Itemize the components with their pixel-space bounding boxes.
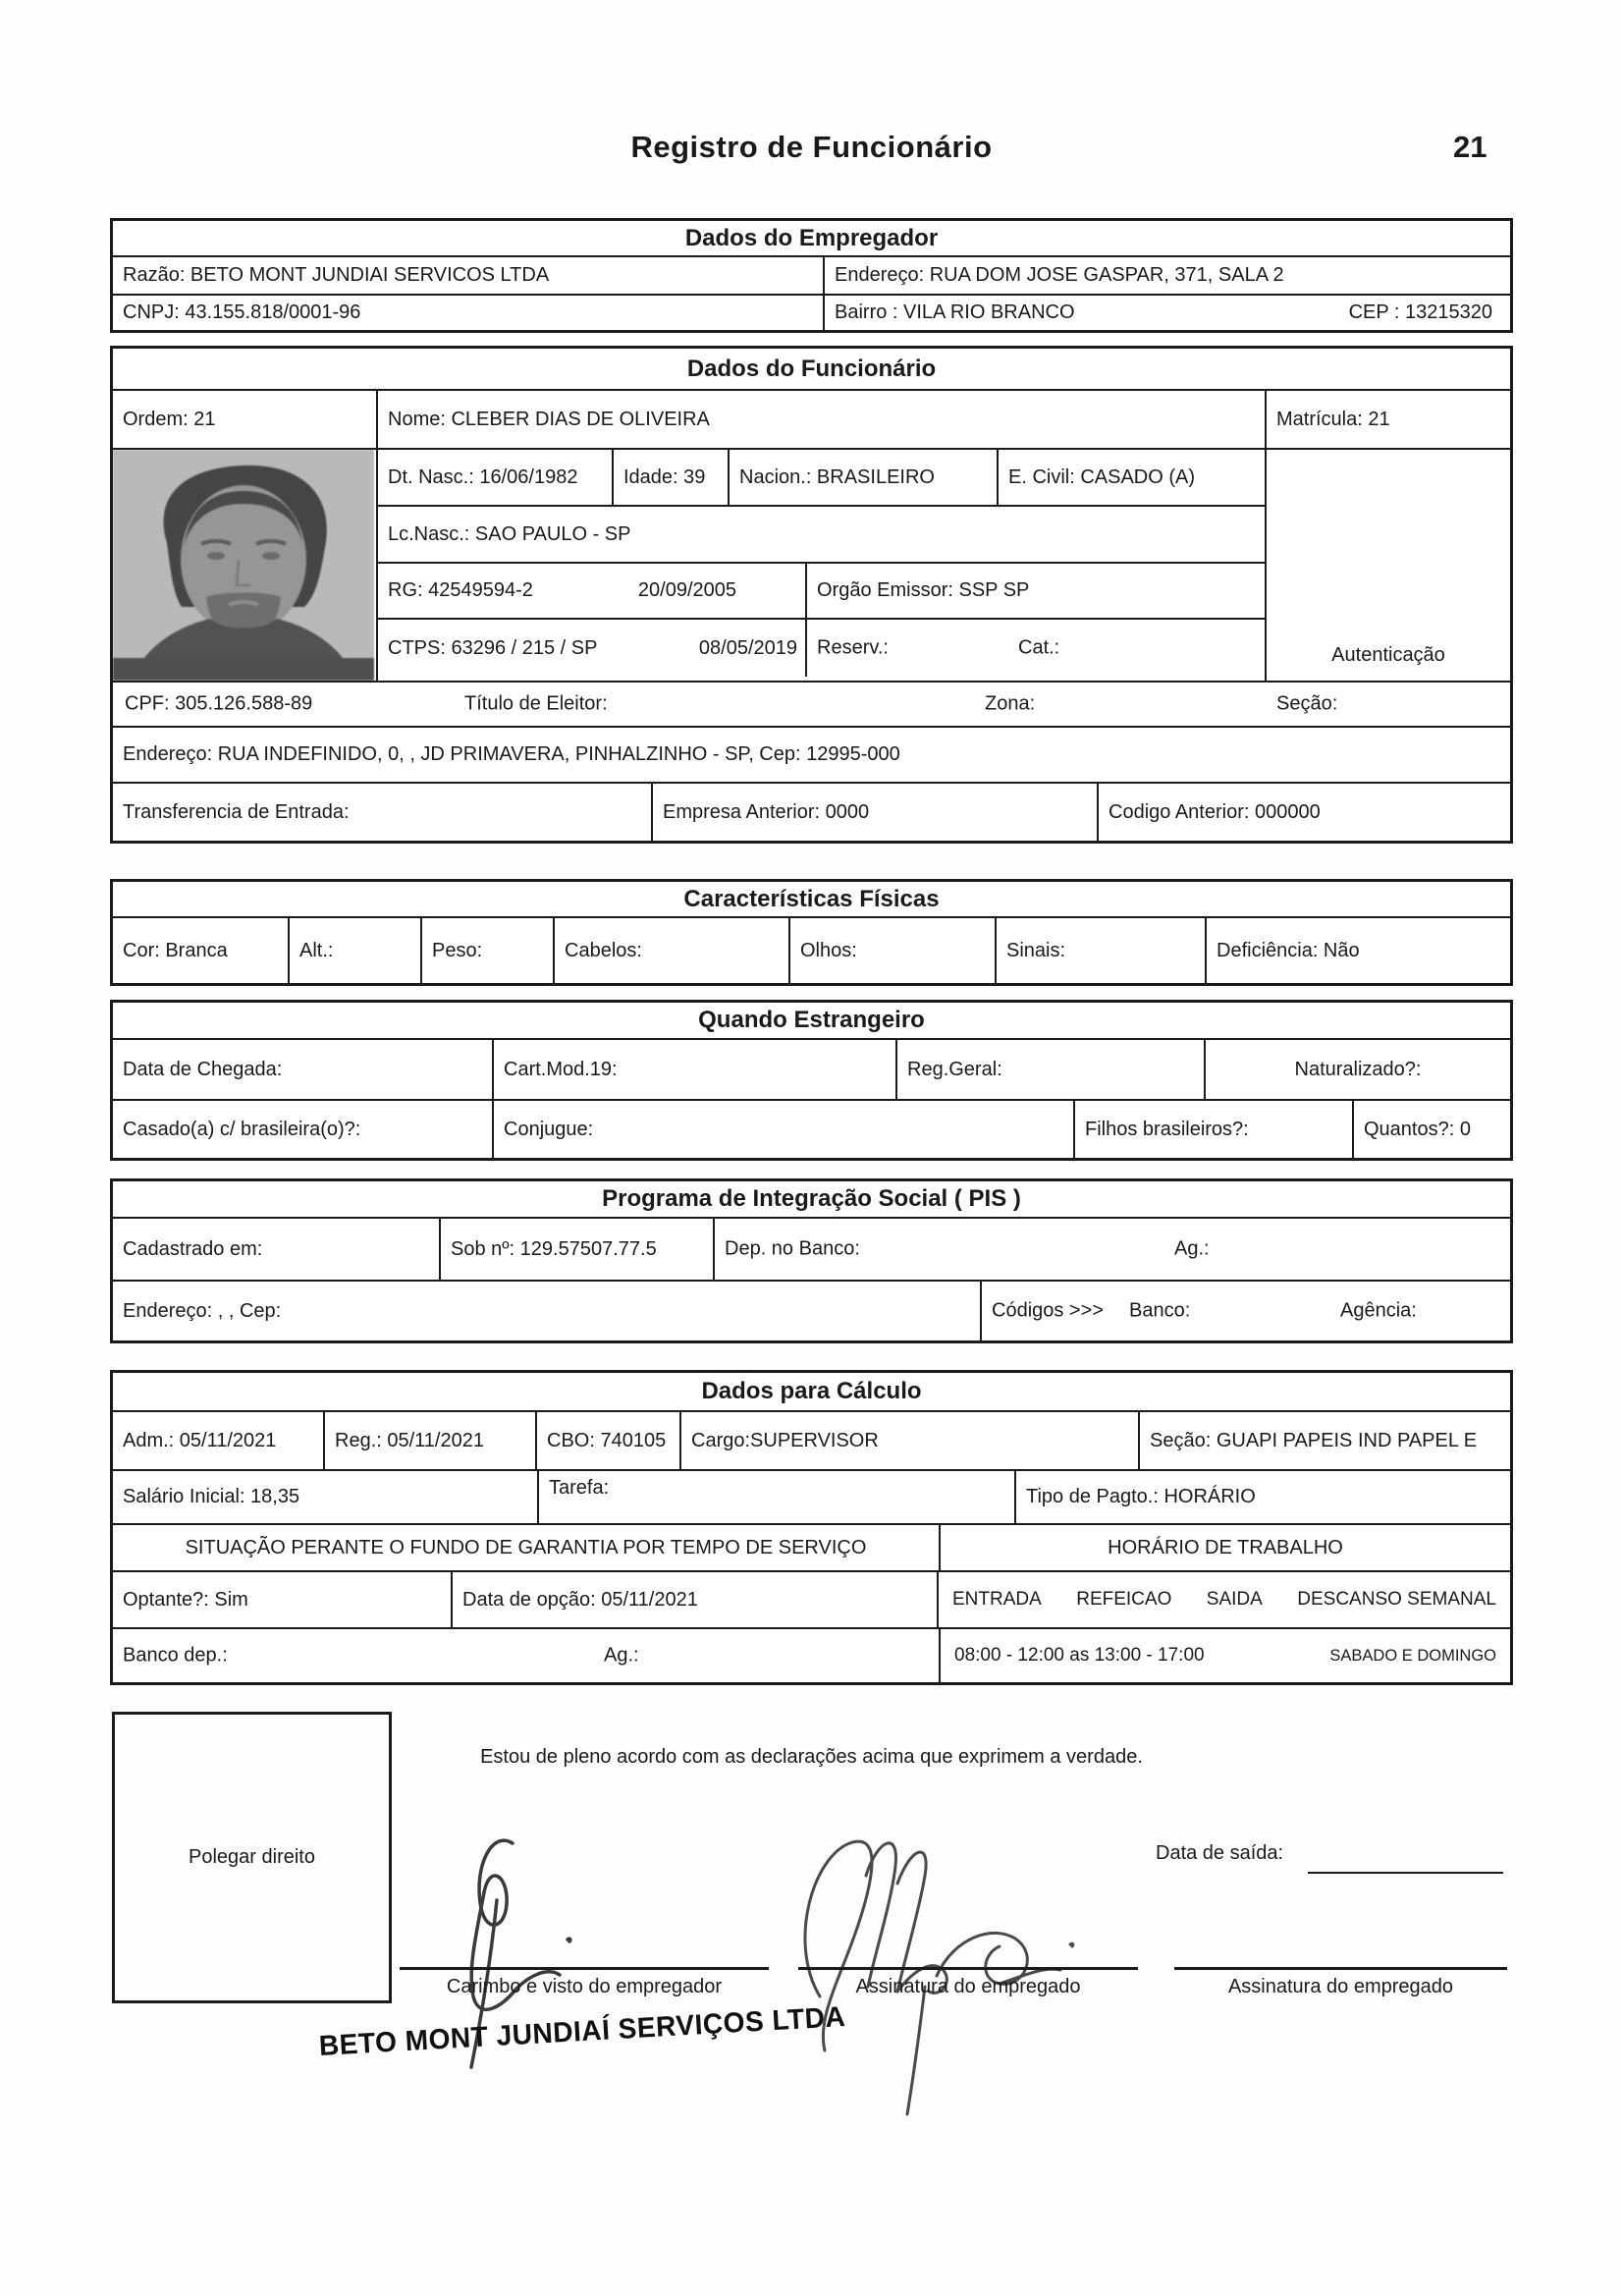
field-autenticacao: Autenticação bbox=[1265, 450, 1510, 681]
section-title-empregador: Dados do Empregador bbox=[113, 221, 1510, 257]
field-cadastrado-em: Cadastrado em: bbox=[123, 1237, 263, 1260]
field-cat: Cat.: bbox=[1018, 636, 1060, 659]
data-saida-line bbox=[1308, 1850, 1503, 1874]
horario-header-descanso: DESCANSO SEMANAL bbox=[1297, 1589, 1496, 1610]
field-naturalizado: Naturalizado?: bbox=[1204, 1040, 1510, 1099]
section-title-funcionario: Dados do Funcionário bbox=[113, 349, 1510, 391]
field-deficiencia: Deficiência: Não bbox=[1205, 918, 1510, 983]
company-stamp: BETO MONT JUNDIAÍ SERVIÇOS LTDA bbox=[318, 2001, 847, 2062]
field-cart-mod: Cart.Mod.19: bbox=[492, 1040, 895, 1099]
field-dt-nasc: Dt. Nasc.: 16/06/1982 bbox=[388, 465, 578, 488]
field-endereco-funcionario: Endereço: RUA INDEFINIDO, 0, , JD PRIMAVERA, PINHALZINHO - SP, Cep: 12995-000 bbox=[123, 743, 900, 765]
field-cor: Cor: Branca bbox=[123, 939, 228, 961]
field-rg: RG: 42549594-2 bbox=[388, 579, 533, 601]
section-caracteristicas bbox=[110, 879, 1513, 986]
signature-line-employee-1 bbox=[798, 1967, 1138, 1970]
field-optante: Optante?: Sim bbox=[123, 1588, 248, 1611]
field-descanso: SABADO E DOMINGO bbox=[1329, 1646, 1496, 1665]
field-codigos: Códigos >>> bbox=[992, 1299, 1104, 1322]
field-razao: Razão: BETO MONT JUNDIAI SERVICOS LTDA bbox=[123, 264, 550, 286]
field-banco-dep: Banco dep.: bbox=[123, 1644, 228, 1667]
field-cabelos: Cabelos: bbox=[553, 918, 788, 983]
field-tipo-pagto: Tipo de Pagto.: HORÁRIO bbox=[1014, 1471, 1510, 1523]
field-filhos-brasileiros: Filhos brasileiros?: bbox=[1073, 1101, 1352, 1158]
section-calculo bbox=[110, 1370, 1513, 1685]
field-cep: CEP : 13215320 bbox=[1348, 301, 1492, 323]
field-nacion: Nacion.: BRASILEIRO bbox=[728, 450, 997, 505]
field-codigo-anterior: Codigo Anterior: 000000 bbox=[1097, 784, 1510, 841]
field-casado-brasileira: Casado(a) c/ brasileira(o)?: bbox=[123, 1118, 361, 1140]
field-lc-nasc: Lc.Nasc.: SAO PAULO - SP bbox=[388, 522, 631, 545]
field-rg-data: 20/09/2005 bbox=[637, 579, 736, 601]
page-number: 21 bbox=[1453, 130, 1488, 164]
section-title-estrangeiro: Quando Estrangeiro bbox=[113, 1003, 1510, 1040]
assinatura2-label: Assinatura do empregado bbox=[1227, 1976, 1454, 1997]
field-data-chegada: Data de Chegada: bbox=[123, 1058, 283, 1080]
horario-title: HORÁRIO DE TRABALHO bbox=[939, 1525, 1510, 1570]
data-saida-label: Data de saída: bbox=[1156, 1842, 1284, 1864]
field-transferencia: Transferencia de Entrada: bbox=[123, 800, 350, 823]
field-bairro: Bairro : VILA RIO BRANCO bbox=[835, 301, 1075, 323]
field-pis-agencia: Agência: bbox=[1340, 1299, 1417, 1322]
declaracao-text: Estou de pleno acordo com as declarações acima que exprimem a verdade. bbox=[480, 1746, 1143, 1768]
field-calculo-ag: Ag.: bbox=[604, 1644, 639, 1667]
field-sinais: Sinais: bbox=[995, 918, 1205, 983]
field-data-opcao: Data de opção: 05/11/2021 bbox=[451, 1572, 937, 1627]
field-titulo-eleitor: Título de Eleitor: bbox=[464, 692, 608, 715]
employee-photo bbox=[113, 450, 374, 681]
field-cbo: CBO: 740105 bbox=[535, 1412, 679, 1469]
field-cpf: CPF: 305.126.588-89 bbox=[125, 692, 313, 715]
horario-header-saida: SAIDA bbox=[1206, 1589, 1263, 1610]
horario-header-entrada: ENTRADA bbox=[952, 1589, 1042, 1610]
field-matricula: Matrícula: 21 bbox=[1265, 391, 1510, 448]
field-salario-inicial: Salário Inicial: 18,35 bbox=[123, 1486, 300, 1507]
section-funcionario bbox=[110, 346, 1513, 844]
polegar-label: Polegar direito bbox=[189, 1846, 315, 1868]
horario-header-refeicao: REFEICAO bbox=[1076, 1589, 1172, 1610]
carimbo-label: Carimbo e visto do empregador bbox=[446, 1976, 723, 1997]
field-orgao-emissor: Orgão Emissor: SSP SP bbox=[805, 564, 1265, 618]
section-title-calculo: Dados para Cálculo bbox=[113, 1373, 1510, 1412]
signature-line-employer bbox=[400, 1967, 769, 1970]
section-title-caracteristicas: Características Físicas bbox=[113, 882, 1510, 918]
field-empresa-anterior: Empresa Anterior: 0000 bbox=[651, 784, 1097, 841]
section-pis bbox=[110, 1178, 1513, 1343]
field-idade: Idade: 39 bbox=[612, 450, 728, 505]
field-tarefa: Tarefa: bbox=[537, 1471, 1014, 1523]
field-pis-ag: Ag.: bbox=[1174, 1237, 1210, 1260]
field-peso: Peso: bbox=[420, 918, 553, 983]
field-conjugue: Conjugue: bbox=[492, 1101, 1073, 1158]
field-reg-geral: Reg.Geral: bbox=[895, 1040, 1204, 1099]
field-ctps: CTPS: 63296 / 215 / SP bbox=[388, 636, 598, 659]
photo-cell bbox=[113, 450, 376, 681]
field-reserv: Reserv.: bbox=[817, 636, 889, 659]
field-cnpj: CNPJ: 43.155.818/0001-96 bbox=[123, 301, 361, 323]
field-cargo: Cargo:SUPERVISOR bbox=[679, 1412, 1138, 1469]
signature-line-employee-2 bbox=[1174, 1967, 1507, 1970]
field-secao: Seção: bbox=[1276, 692, 1338, 715]
field-horario-valor: 08:00 - 12:00 as 13:00 - 17:00 bbox=[954, 1645, 1205, 1666]
field-quantos: Quantos?: 0 bbox=[1352, 1101, 1510, 1158]
field-zona: Zona: bbox=[985, 692, 1036, 715]
field-pis-banco: Banco: bbox=[1129, 1299, 1191, 1322]
field-dep-banco: Dep. no Banco: bbox=[725, 1237, 860, 1260]
field-pis-endereco: Endereço: , , Cep: bbox=[123, 1299, 282, 1322]
fgts-title: SITUAÇÃO PERANTE O FUNDO DE GARANTIA POR TEMPO DE SERVIÇO bbox=[185, 1536, 867, 1558]
field-reg: Reg.: 05/11/2021 bbox=[323, 1412, 535, 1469]
field-secao-calculo: Seção: GUAPI PAPEIS IND PAPEL E bbox=[1138, 1412, 1510, 1469]
field-ordem: Ordem: 21 bbox=[123, 408, 216, 430]
section-title-pis: Programa de Integração Social ( PIS ) bbox=[113, 1181, 1510, 1219]
field-nome: Nome: CLEBER DIAS DE OLIVEIRA bbox=[376, 391, 1265, 448]
field-sob-no: Sob nº: 129.57507.77.5 bbox=[439, 1219, 713, 1280]
page-title: Registro de Funcionário bbox=[630, 130, 993, 164]
field-estado-civil: E. Civil: CASADO (A) bbox=[997, 450, 1265, 505]
field-endereco-empregador: Endereço: RUA DOM JOSE GASPAR, 371, SALA 2 bbox=[823, 257, 1510, 294]
section-estrangeiro bbox=[110, 1000, 1513, 1161]
field-ctps-data: 08/05/2019 bbox=[698, 636, 797, 659]
assinatura1-label: Assinatura do empregado bbox=[855, 1976, 1081, 1997]
section-empregador bbox=[110, 218, 1513, 333]
field-adm: Adm.: 05/11/2021 bbox=[123, 1429, 277, 1451]
field-alt: Alt.: bbox=[288, 918, 420, 983]
field-olhos: Olhos: bbox=[788, 918, 995, 983]
